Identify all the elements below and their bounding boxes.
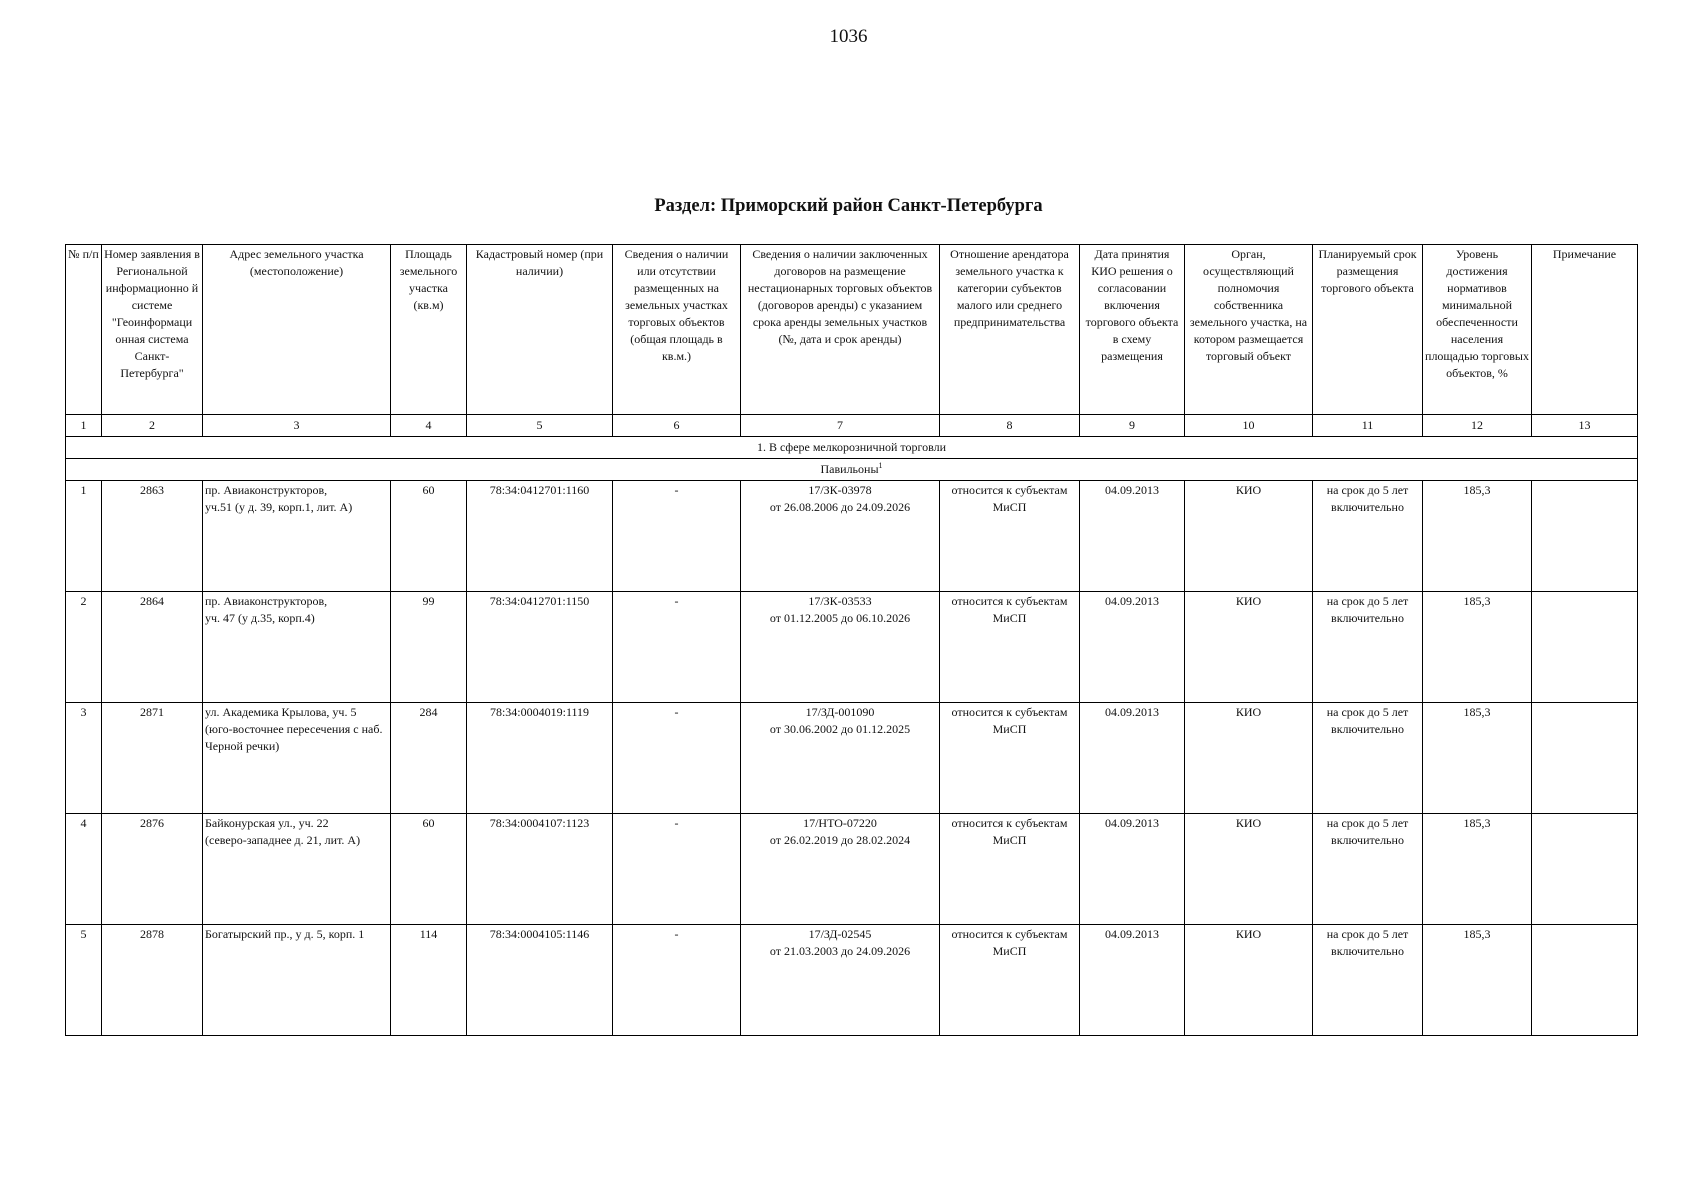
cell-address	[203, 592, 391, 703]
subgroup-row	[66, 459, 1638, 481]
cell-existing: -	[613, 925, 741, 1036]
address-line-1: Богатырский пр., у д. 5, корп. 1	[205, 927, 365, 941]
contract-dates: от 26.08.2006 до 24.09.2026	[769, 500, 911, 514]
cell-smb: относится к субъектам МиСП	[940, 481, 1080, 592]
cell-num: 5	[66, 925, 102, 1036]
column-number: 1	[66, 415, 102, 437]
cell-num: 1	[66, 481, 102, 592]
contract-dates: от 01.12.2005 до 06.10.2026	[769, 611, 911, 625]
cell-address	[203, 481, 391, 592]
cell-date: 04.09.2013	[1080, 481, 1185, 592]
cell-area: 60	[391, 481, 467, 592]
cell-authority: КИО	[1185, 481, 1313, 592]
cell-term: на срок до 5 лет включительно	[1313, 703, 1423, 814]
column-number: 12	[1423, 415, 1532, 437]
cell-address	[203, 703, 391, 814]
cell-term: на срок до 5 лет включительно	[1313, 592, 1423, 703]
cell-existing: -	[613, 703, 741, 814]
column-header: Орган, осуществляющий полномочия собственника земельного участка, на котором размещается торговый объект	[1185, 245, 1313, 415]
table-row	[66, 814, 1638, 925]
cell-level: 185,3	[1423, 925, 1532, 1036]
column-header: № п/п	[66, 245, 102, 415]
cell-note	[1532, 481, 1638, 592]
contract-number: 17/ЗД-001090	[805, 705, 875, 719]
column-header: Площадь земельного участка (кв.м)	[391, 245, 467, 415]
column-header: Сведения о наличии заключенных договоров на размещение нестационарных торговых объектов (договоров аренды) с указанием срока аренды земельных участков (№, дата и срок аренды)	[741, 245, 940, 415]
contract-dates: от 30.06.2002 до 01.12.2025	[769, 722, 911, 736]
cell-note	[1532, 592, 1638, 703]
subgroup-title: Павильоны	[820, 462, 879, 476]
cell-cadastral: 78:34:0004105:1146	[467, 925, 613, 1036]
cell-smb: относится к субъектам МиСП	[940, 592, 1080, 703]
column-number: 13	[1532, 415, 1638, 437]
column-number-row	[66, 415, 1638, 437]
group-title: 1. В сфере мелкорозничной торговли	[66, 437, 1638, 459]
group-row	[66, 437, 1638, 459]
column-number: 3	[203, 415, 391, 437]
contract-number: 17/ЗД-02545	[808, 927, 872, 941]
address-line-2: (юго-восточнее пересечения с наб. Черной речки)	[205, 722, 383, 753]
cell-existing: -	[613, 481, 741, 592]
cell-note	[1532, 703, 1638, 814]
cell-authority: КИО	[1185, 592, 1313, 703]
cell-date: 04.09.2013	[1080, 814, 1185, 925]
column-number: 7	[741, 415, 940, 437]
address-line-2: (северо-западнее д. 21, лит. А)	[205, 833, 361, 847]
cell-contract	[741, 925, 940, 1036]
cell-level: 185,3	[1423, 481, 1532, 592]
cell-existing: -	[613, 592, 741, 703]
table-row	[66, 592, 1638, 703]
table-row	[66, 925, 1638, 1036]
cell-area: 60	[391, 814, 467, 925]
table-row	[66, 703, 1638, 814]
cell-contract	[741, 481, 940, 592]
contract-number: 17/НТО-07220	[803, 816, 877, 830]
footnote-marker: 1	[878, 461, 883, 470]
cell-authority: КИО	[1185, 703, 1313, 814]
address-line-1: Байконурская ул., уч. 22	[205, 816, 329, 830]
cell-num: 4	[66, 814, 102, 925]
cell-area: 99	[391, 592, 467, 703]
section-title: Раздел: Приморский район Санкт-Петербурга	[654, 196, 1043, 216]
cell-level: 185,3	[1423, 592, 1532, 703]
cell-date: 04.09.2013	[1080, 592, 1185, 703]
column-number: 10	[1185, 415, 1313, 437]
cell-contract	[741, 592, 940, 703]
column-number: 8	[940, 415, 1080, 437]
cell-contract	[741, 703, 940, 814]
address-line-2: уч. 47 (у д.35, корп.4)	[205, 611, 315, 625]
cell-cadastral: 78:34:0412701:1160	[467, 481, 613, 592]
cell-term: на срок до 5 лет включительно	[1313, 925, 1423, 1036]
cell-contract	[741, 814, 940, 925]
cell-note	[1532, 925, 1638, 1036]
column-header: Кадастровый номер (при наличии)	[467, 245, 613, 415]
subgroup-cell	[66, 459, 1638, 481]
contract-dates: от 21.03.2003 до 24.09.2026	[769, 944, 911, 958]
column-header: Отношение арендатора земельного участка к категории субъектов малого или среднего предпринимательства	[940, 245, 1080, 415]
cell-smb: относится к субъектам МиСП	[940, 703, 1080, 814]
cell-num: 3	[66, 703, 102, 814]
cell-application: 2876	[102, 814, 203, 925]
cell-term: на срок до 5 лет включительно	[1313, 814, 1423, 925]
address-line-1: пр. Авиаконструкторов,	[205, 594, 328, 608]
column-header: Дата принятия КИО решения о согласовании включения торгового объекта в схему размещения	[1080, 245, 1185, 415]
table-header-row	[66, 245, 1638, 415]
column-header: Адрес земельного участка (местоположение)	[203, 245, 391, 415]
schedule-table	[65, 244, 1638, 1036]
address-line-1: пр. Авиаконструкторов,	[205, 483, 328, 497]
column-number: 9	[1080, 415, 1185, 437]
cell-application: 2871	[102, 703, 203, 814]
cell-area: 284	[391, 703, 467, 814]
cell-smb: относится к субъектам МиСП	[940, 814, 1080, 925]
cell-note	[1532, 814, 1638, 925]
column-number: 11	[1313, 415, 1423, 437]
column-number: 2	[102, 415, 203, 437]
column-number: 5	[467, 415, 613, 437]
cell-address	[203, 814, 391, 925]
cell-level: 185,3	[1423, 814, 1532, 925]
cell-existing: -	[613, 814, 741, 925]
cell-address	[203, 925, 391, 1036]
column-header: Номер заявления в Региональной информационно й системе "Геоинформаци онная система Санкт-Петербурга"	[102, 245, 203, 415]
cell-term: на срок до 5 лет включительно	[1313, 481, 1423, 592]
contract-dates: от 26.02.2019 до 28.02.2024	[769, 833, 911, 847]
address-line-2: уч.51 (у д. 39, корп.1, лит. А)	[205, 500, 353, 514]
column-header: Планируемый срок размещения торгового объекта	[1313, 245, 1423, 415]
cell-authority: КИО	[1185, 814, 1313, 925]
table-row	[66, 481, 1638, 592]
page-number: 1036	[829, 26, 868, 47]
contract-number: 17/ЗК-03978	[808, 483, 872, 497]
cell-cadastral: 78:34:0412701:1150	[467, 592, 613, 703]
cell-area: 114	[391, 925, 467, 1036]
column-number: 6	[613, 415, 741, 437]
address-line-1: ул. Академика Крылова, уч. 5	[205, 705, 357, 719]
cell-application: 2863	[102, 481, 203, 592]
column-number: 4	[391, 415, 467, 437]
cell-application: 2864	[102, 592, 203, 703]
cell-num: 2	[66, 592, 102, 703]
cell-level: 185,3	[1423, 703, 1532, 814]
cell-cadastral: 78:34:0004107:1123	[467, 814, 613, 925]
cell-smb: относится к субъектам МиСП	[940, 925, 1080, 1036]
cell-date: 04.09.2013	[1080, 925, 1185, 1036]
contract-number: 17/ЗК-03533	[808, 594, 872, 608]
cell-authority: КИО	[1185, 925, 1313, 1036]
cell-date: 04.09.2013	[1080, 703, 1185, 814]
column-header: Сведения о наличии или отсутствии размещенных на земельных участках торговых объектов (общая площадь в кв.м.)	[613, 245, 741, 415]
cell-application: 2878	[102, 925, 203, 1036]
column-header: Уровень достижения нормативов минимальной обеспеченности населения площадью торговых объектов, %	[1423, 245, 1532, 415]
cell-cadastral: 78:34:0004019:1119	[467, 703, 613, 814]
column-header: Примечание	[1532, 245, 1638, 415]
